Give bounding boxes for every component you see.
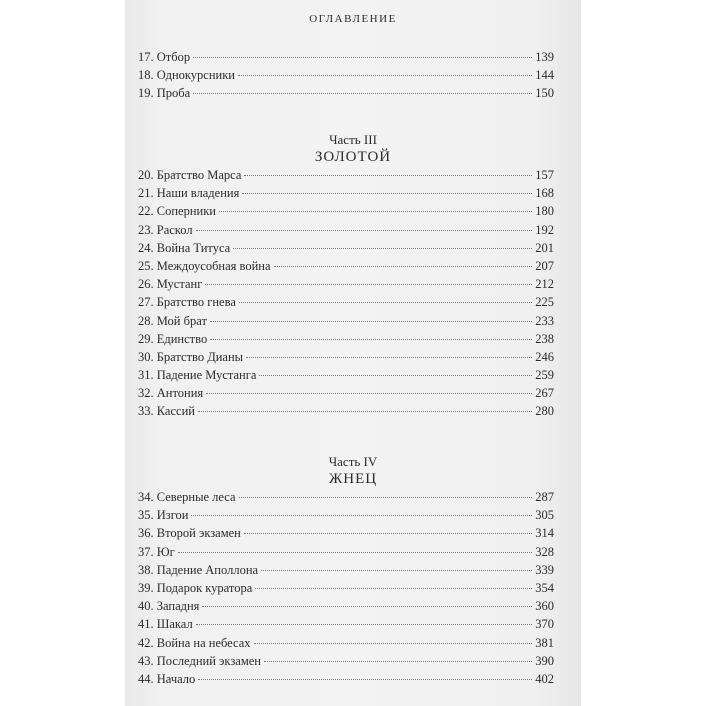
toc-entry-page-number: 328 — [535, 544, 554, 559]
toc-entry-page-number: 233 — [535, 313, 554, 328]
dot-leader — [259, 375, 532, 376]
toc-entry — [138, 275, 554, 293]
toc-entry — [138, 330, 554, 348]
toc-entry-title: 33. Кассий — [138, 404, 195, 419]
toc-entry-page-number: 370 — [535, 617, 554, 632]
toc-entry — [138, 597, 554, 615]
toc-entry-page-number: 360 — [535, 599, 554, 614]
toc-entry — [138, 670, 554, 688]
toc-entry-title: 44. Начало — [138, 671, 196, 686]
dot-leader — [219, 211, 532, 212]
toc-entry-title: 43. Последний экзамен — [138, 653, 261, 668]
dot-leader — [239, 497, 533, 498]
dot-leader — [193, 93, 532, 94]
dot-leader — [210, 321, 532, 322]
dot-leader — [254, 643, 533, 644]
toc-group-part-3 — [138, 166, 554, 421]
toc-entry-page-number: 354 — [535, 580, 554, 595]
part-title: ЖНЕЦ — [328, 471, 378, 487]
toc-entry-page-number: 180 — [535, 204, 554, 219]
toc-entry — [138, 239, 554, 257]
toc-entry-page-number: 339 — [535, 562, 554, 577]
dot-leader — [238, 75, 532, 76]
toc-entry-page-number: 139 — [535, 50, 554, 64]
toc-entry-page-number: 201 — [535, 240, 554, 255]
toc-entry-page-number: 225 — [535, 295, 554, 310]
page-header: ОГЛАВЛЕНИЕ — [309, 13, 397, 25]
toc-entry-title: 27. Братство гнева — [138, 295, 236, 310]
toc-entry-title: 39. Подарок куратора — [138, 580, 253, 595]
toc-entry-page-number: 157 — [535, 168, 554, 182]
toc-entry — [138, 184, 554, 202]
toc-group-part-4 — [138, 488, 554, 688]
dot-leader — [178, 552, 533, 553]
part-label: Часть IV — [328, 454, 378, 469]
toc-entry-title: 18. Однокурсники — [138, 68, 235, 83]
toc-entry-page-number: 381 — [535, 635, 554, 650]
toc-entry-title: 17. Отбор — [138, 50, 191, 64]
dot-leader — [196, 230, 533, 231]
part-heading-3 — [125, 132, 581, 166]
toc-entry-title: 30. Братство Дианы — [138, 349, 244, 364]
toc-entry-title: 26. Мустанг — [138, 277, 203, 292]
toc-entry — [138, 348, 554, 366]
dot-leader — [193, 57, 532, 58]
toc-entry — [138, 66, 554, 84]
book-page — [125, 0, 581, 706]
toc-entry — [138, 524, 554, 542]
toc-entry — [138, 202, 554, 220]
dot-leader — [274, 266, 533, 267]
toc-entry-title: 34. Северные леса — [138, 490, 236, 504]
toc-entry — [138, 84, 554, 102]
dot-leader — [244, 533, 532, 534]
toc-entry — [138, 48, 554, 66]
toc-entry — [138, 615, 554, 633]
toc-entry-title: 25. Междоусобная война — [138, 258, 271, 273]
part-heading-4 — [125, 454, 581, 488]
part-title: ЗОЛОТОЙ — [314, 149, 392, 165]
toc-entry-title: 24. Война Титуса — [138, 240, 231, 255]
toc-entry-title: 20. Братство Марса — [138, 168, 242, 182]
toc-entry-page-number: 280 — [535, 404, 554, 419]
toc-entry-title: 23. Раскол — [138, 222, 193, 237]
toc-entry — [138, 221, 554, 239]
dot-leader — [206, 393, 532, 394]
toc-entry — [138, 579, 554, 597]
dot-leader — [246, 357, 532, 358]
toc-entry — [138, 384, 554, 402]
toc-entry-title: 29. Единство — [138, 331, 208, 346]
toc-entry-page-number: 212 — [535, 277, 554, 292]
toc-entry-title: 35. Изгои — [138, 508, 189, 523]
dot-leader — [198, 679, 532, 680]
toc-entry-title: 36. Второй экзамен — [138, 526, 241, 541]
toc-entry-page-number: 207 — [535, 258, 554, 273]
toc-entry-page-number: 259 — [535, 368, 554, 383]
toc-entry-page-number: 150 — [535, 86, 554, 101]
dot-leader — [255, 588, 532, 589]
toc-entry-title: 28. Мой брат — [138, 313, 207, 328]
toc-entry-title: 40. Западня — [138, 599, 200, 614]
toc-entry-title: 31. Падение Мустанга — [138, 368, 257, 383]
toc-entry-page-number: 192 — [535, 222, 554, 237]
toc-entry-page-number: 144 — [535, 68, 554, 83]
dot-leader — [210, 339, 532, 340]
toc-entry-page-number: 287 — [535, 490, 554, 504]
dot-leader — [242, 193, 532, 194]
toc-entry — [138, 652, 554, 670]
dot-leader — [191, 515, 532, 516]
toc-entry-title: 38. Падение Аполлона — [138, 562, 259, 577]
toc-entry-page-number: 267 — [535, 386, 554, 401]
dot-leader — [205, 284, 532, 285]
toc-entry-title: 32. Антония — [138, 386, 204, 401]
toc-entry — [138, 257, 554, 275]
toc-entry — [138, 366, 554, 384]
toc-entry-page-number: 314 — [535, 526, 554, 541]
toc-group-part-2-end — [138, 48, 554, 103]
toc-entry — [138, 293, 554, 311]
toc-entry — [138, 312, 554, 330]
dot-leader — [244, 175, 532, 176]
toc-entry-page-number: 305 — [535, 508, 554, 523]
dot-leader — [239, 302, 532, 303]
toc-entry-page-number: 390 — [535, 653, 554, 668]
toc-entry-title: 22. Соперники — [138, 204, 216, 219]
toc-entry-title: 19. Проба — [138, 86, 191, 101]
toc-entry — [138, 543, 554, 561]
toc-entry — [138, 488, 554, 506]
dot-leader — [261, 570, 532, 571]
dot-leader — [264, 661, 532, 662]
toc-entry-title: 37. Юг — [138, 544, 175, 559]
toc-entry-title: 21. Наши владения — [138, 186, 240, 201]
dot-leader — [233, 248, 532, 249]
dot-leader — [198, 411, 532, 412]
toc-entry — [138, 634, 554, 652]
toc-entry-page-number: 238 — [535, 331, 554, 346]
toc-entry — [138, 402, 554, 420]
toc-entry — [138, 166, 554, 184]
toc-entry-page-number: 246 — [535, 349, 554, 364]
dot-leader — [196, 624, 533, 625]
dot-leader — [202, 606, 532, 607]
toc-entry-page-number: 402 — [535, 671, 554, 686]
toc-entry — [138, 561, 554, 579]
toc-entry-page-number: 168 — [535, 186, 554, 201]
part-label: Часть III — [329, 132, 377, 147]
toc-entry — [138, 506, 554, 524]
toc-entry-title: 41. Шакал — [138, 617, 193, 632]
toc-entry-title: 42. Война на небесах — [138, 635, 251, 650]
